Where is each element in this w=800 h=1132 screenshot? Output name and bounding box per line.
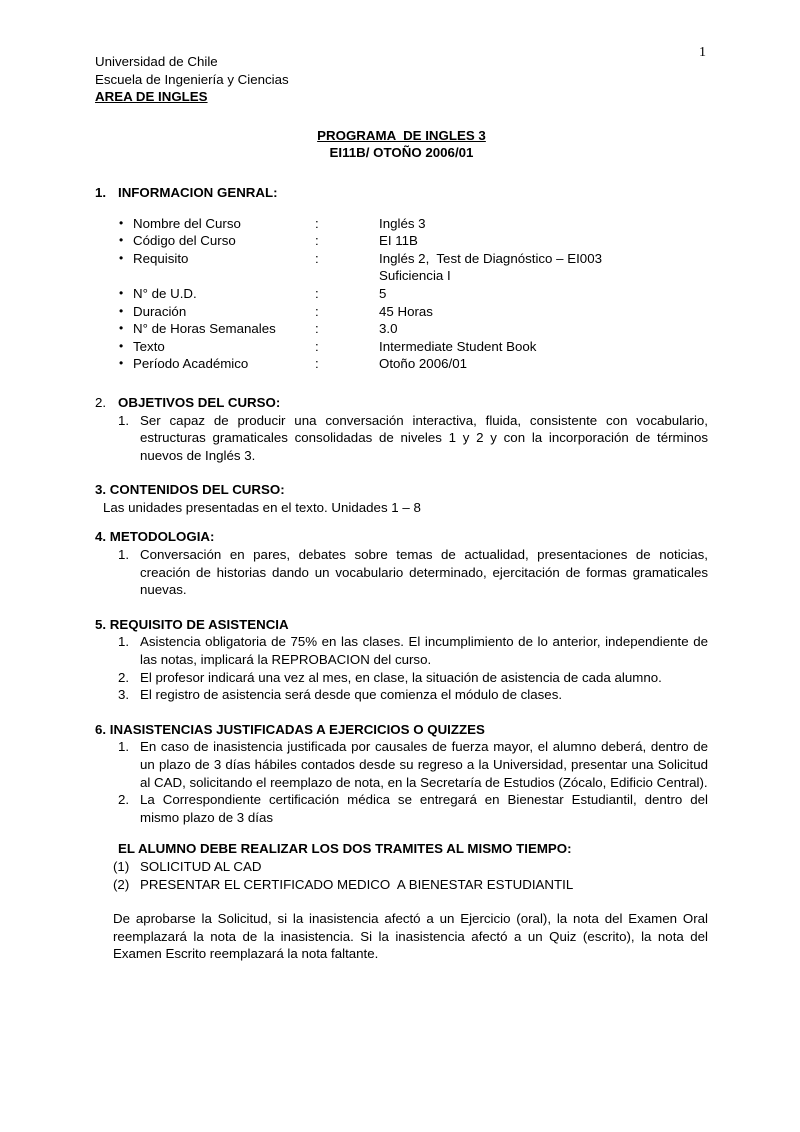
section-number: 5. bbox=[95, 616, 107, 632]
info-separator: : bbox=[315, 303, 319, 319]
section-number: 2. bbox=[95, 394, 107, 410]
info-value: 3.0 bbox=[379, 321, 398, 337]
section-heading bbox=[95, 721, 708, 739]
section-heading bbox=[95, 184, 708, 202]
section-heading-text: INASISTENCIAS JUSTIFICADAS A EJERCICIOS O QUIZZES bbox=[109, 721, 485, 737]
info-separator: : bbox=[315, 215, 319, 231]
numbered-item bbox=[95, 412, 708, 465]
info-label: Texto bbox=[133, 338, 165, 354]
info-value: EI 11B bbox=[379, 233, 418, 249]
info-separator: : bbox=[315, 321, 319, 337]
section-informacion-general bbox=[95, 184, 708, 373]
section-number: 4. bbox=[95, 529, 107, 545]
item-number: 1. bbox=[118, 634, 130, 650]
info-label: N° de U.D. bbox=[133, 285, 197, 301]
info-value: Otoño 2006/01 bbox=[379, 356, 467, 372]
item-number: 1. bbox=[118, 547, 130, 563]
numbered-item bbox=[95, 791, 708, 826]
numbered-item bbox=[95, 686, 708, 704]
item-text: En caso de inasistencia justificada por causales de fuerza mayor, el alumno deberá, dentro de un plazo de 3 días hábiles contados desde su regreso a la Universidad, presentar una Solicitud al CAD, solicitando el reemplazo de nota, en la Secretaría de Estudios (Zócalo, Edificio Central). bbox=[140, 739, 708, 790]
info-label: Período Académico bbox=[133, 356, 249, 372]
info-label: Duración bbox=[133, 303, 187, 319]
letterhead bbox=[95, 53, 708, 106]
item-number: 1. bbox=[118, 412, 130, 428]
info-row-requisito bbox=[118, 250, 708, 285]
document-title: PROGRAMA DE INGLES 3 bbox=[317, 127, 486, 143]
item-number: 1. bbox=[118, 739, 130, 755]
section-number: 3. bbox=[95, 482, 107, 498]
item-text: Conversación en pares, debates sobre temas de actualidad, presentaciones de noticias, creación de historias dando un vocabulario determinado, ejercitación de formas gramaticales nuevas. bbox=[140, 547, 708, 598]
tramites-block bbox=[95, 840, 708, 893]
numbered-item bbox=[95, 546, 708, 599]
info-row-ud bbox=[118, 285, 708, 303]
info-value: Inglés 3 bbox=[379, 215, 426, 231]
item-text: Ser capaz de producir una conversación interactiva, fluida, consistente con vocabulario, estructuras gramaticales consolidadas de niveles 1 y 2 y con la incorporación de términos nuevos de Inglés 3. bbox=[140, 412, 708, 463]
item-number: 2. bbox=[118, 792, 130, 808]
closing-paragraph: De aprobarse la Solicitud, si la inasistencia afectó a un Ejercicio (oral), la nota del Examen Oral reemplazará la nota de la inasistencia. Si la inasistencia afectó a un Quiz (escrito), la nota del Examen Escrito reemplazará la nota faltante. bbox=[113, 911, 708, 962]
bullet-icon: • bbox=[119, 338, 124, 353]
info-value-line2: Suficiencia I bbox=[379, 268, 451, 284]
item-number: (1) bbox=[113, 858, 130, 874]
school-name: Escuela de Ingeniería y Ciencias bbox=[95, 71, 289, 87]
section-inasistencias bbox=[95, 721, 708, 827]
info-value: 5 bbox=[379, 285, 387, 301]
info-label: Nombre del Curso bbox=[133, 215, 241, 231]
section-metodologia bbox=[95, 528, 708, 598]
section-number: 1. bbox=[95, 184, 107, 200]
section-text: Las unidades presentadas en el texto. Unidades 1 – 8 bbox=[103, 499, 421, 515]
info-separator: : bbox=[315, 285, 319, 301]
info-row-texto bbox=[118, 338, 708, 356]
info-row-horas-semanales bbox=[118, 320, 708, 338]
numbered-item bbox=[95, 738, 708, 791]
info-label: Requisito bbox=[133, 250, 189, 266]
section-heading bbox=[95, 481, 708, 499]
section-contenidos bbox=[95, 481, 708, 516]
title-block bbox=[95, 127, 708, 162]
tramite-item bbox=[113, 876, 708, 894]
bullet-icon: • bbox=[119, 250, 124, 265]
institution-name: Universidad de Chile bbox=[95, 54, 218, 69]
area-name: AREA DE INGLES bbox=[95, 89, 208, 105]
info-row-codigo bbox=[118, 232, 708, 250]
info-row-duracion bbox=[118, 303, 708, 321]
info-label: N° de Horas Semanales bbox=[133, 321, 276, 337]
item-text: La Correspondiente certificación médica se entregará en Bienestar Estudiantil, dentro del mismo plazo de 3 días bbox=[140, 792, 708, 825]
section-objetivos bbox=[95, 394, 708, 464]
info-row-nombre bbox=[118, 215, 708, 233]
info-separator: : bbox=[315, 356, 319, 372]
section-heading-text: METODOLOGIA: bbox=[109, 529, 215, 545]
section-heading bbox=[95, 616, 708, 634]
section-heading bbox=[95, 394, 708, 412]
section-heading-text: REQUISITO DE ASISTENCIA bbox=[109, 616, 289, 632]
bullet-icon: • bbox=[119, 303, 124, 318]
section-heading-text: INFORMACION GENRAL: bbox=[118, 184, 278, 200]
item-text: Asistencia obligatoria de 75% en las clases. El incumplimiento de lo anterior, independiente de las notas, implicará la REPROBACION del curso. bbox=[140, 634, 708, 668]
tramite-item bbox=[113, 858, 708, 876]
item-text: El profesor indicará una vez al mes, en clase, la situación de asistencia de cada alumno. bbox=[140, 669, 662, 685]
info-value-line1: Inglés 2, Test de Diagnóstico – EI003 bbox=[379, 250, 602, 266]
info-row-periodo bbox=[118, 355, 708, 373]
info-value: Intermediate Student Book bbox=[379, 338, 537, 354]
info-label: Código del Curso bbox=[133, 233, 236, 249]
page-number: 1 bbox=[699, 45, 706, 60]
bullet-icon: • bbox=[119, 215, 124, 230]
course-info-list bbox=[95, 215, 708, 373]
numbered-item bbox=[95, 669, 708, 687]
bullet-icon: • bbox=[119, 321, 124, 336]
info-separator: : bbox=[315, 250, 319, 266]
info-separator: : bbox=[315, 338, 319, 354]
section-asistencia bbox=[95, 616, 708, 704]
item-text: El registro de asistencia será desde que comienza el módulo de clases. bbox=[140, 687, 563, 703]
section-heading bbox=[95, 528, 708, 546]
item-number: 3. bbox=[118, 687, 130, 703]
item-text: PRESENTAR EL CERTIFICADO MEDICO A BIENESTAR ESTUDIANTIL bbox=[140, 876, 574, 892]
section-heading-text: OBJETIVOS DEL CURSO: bbox=[118, 394, 281, 410]
item-number: (2) bbox=[113, 876, 130, 892]
section-heading-text: CONTENIDOS DEL CURSO: bbox=[109, 482, 285, 498]
info-separator: : bbox=[315, 233, 319, 249]
document-subtitle: EI11B/ OTOÑO 2006/01 bbox=[329, 145, 474, 161]
bullet-icon: • bbox=[119, 356, 124, 371]
tramites-heading: EL ALUMNO DEBE REALIZAR LOS DOS TRAMITES AL MISMO TIEMPO: bbox=[118, 841, 572, 857]
section-number: 6. bbox=[95, 721, 107, 737]
info-value bbox=[379, 250, 708, 285]
numbered-item bbox=[95, 633, 708, 668]
info-value: 45 Horas bbox=[379, 303, 433, 319]
bullet-icon: • bbox=[119, 233, 124, 248]
item-number: 2. bbox=[118, 669, 130, 685]
item-text: SOLICITUD AL CAD bbox=[140, 858, 262, 874]
bullet-icon: • bbox=[119, 285, 124, 300]
